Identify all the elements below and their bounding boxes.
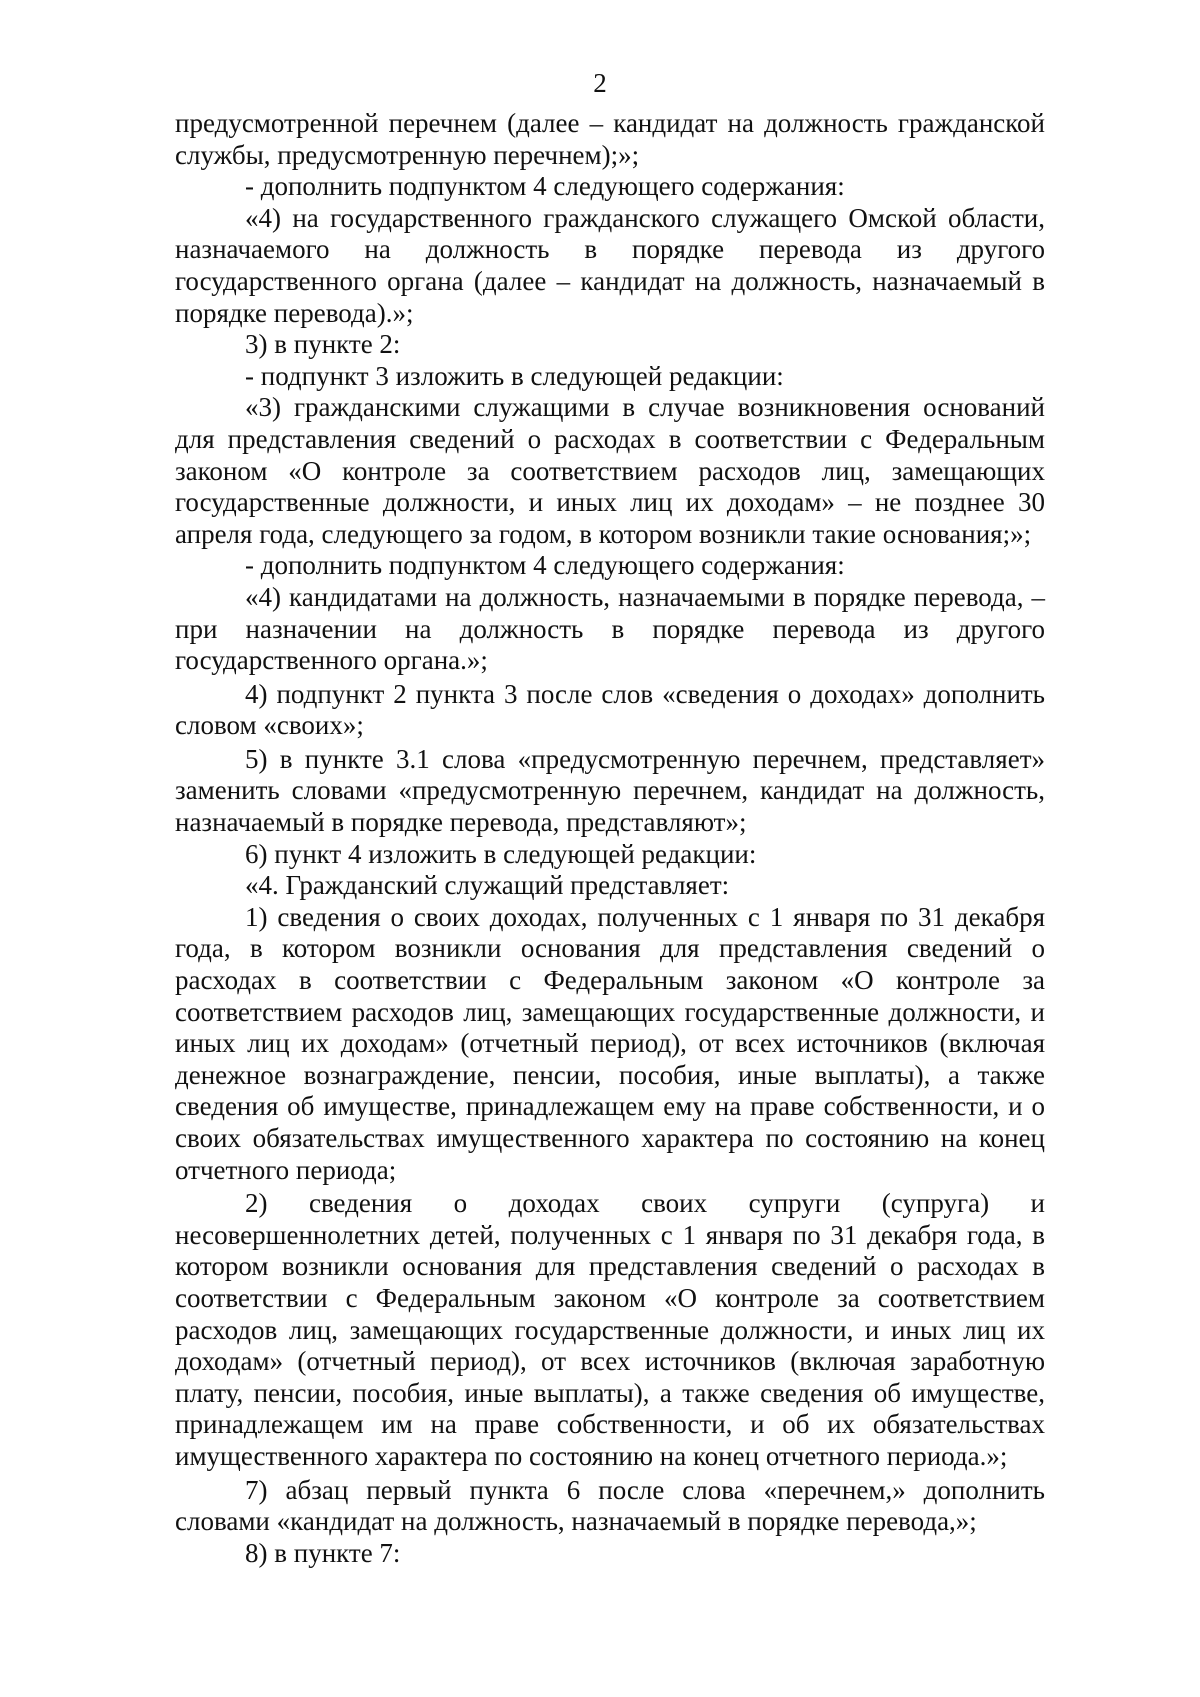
paragraph-subitem-4: «4) на государственного гражданского служащего Омской области, назначаемого на должность в порядке перевода из другого государственного органа (далее – кандидат на должность, назначаемый в порядке перевода).»; — [175, 202, 1045, 328]
paragraph-continuation: предусмотренной перечнем (далее – кандидат на должность гражданской службы, предусмотренную перечнем);»; — [175, 108, 1045, 170]
paragraph-item-3: 3) в пункте 2: — [245, 329, 401, 360]
paragraph-subitem-4: «4) кандидатами на должность, назначаемыми в порядке перевода, – при назначении на должность в порядке перевода из другого государственного органа.»; — [175, 581, 1045, 676]
paragraph-item-8: 8) в пункте 7: — [245, 1537, 401, 1568]
paragraph-item-7: 7) абзац первый пункта 6 после слова «перечнем,» дополнить словами «кандидат на должность, назначаемый в порядке перевода,»; — [175, 1474, 1045, 1537]
paragraph-subitem-1: 1) сведения о своих доходах, полученных с 1 января по 31 декабря года, в котором возникли основания для представления сведений о расходах в соответствии с Федеральным законом «О контроле за соответствием расходов лиц, замещающих государственные должности, и иных лиц их доходам» (отчетный период), от всех источников (включая денежное вознаграждение, пенсии, пособия, иные выплаты), а также сведения об имуществе, принадлежащем ему на праве собственности, и о своих обязательствах имущественного характера по состоянию на конец отчетного периода; — [175, 901, 1045, 1185]
paragraph-subitem-3: «3) гражданскими служащими в случае возникновения оснований для представления сведений о расходах в соответствии с Федеральным законом «О контроле за соответствием расходов лиц, замещающих государственные должности, и иных лиц их доходам» – не позднее 30 апреля года, следующего за годом, в котором возникли такие основания;»; — [175, 392, 1045, 549]
paragraph-instruction: - дополнить подпунктом 4 следующего содержания: — [245, 171, 845, 202]
paragraph-instruction: - дополнить подпунктом 4 следующего содержания: — [245, 550, 845, 581]
page-number: 2 — [593, 68, 607, 98]
paragraph-item-5: 5) в пункте 3.1 слова «предусмотренную перечнем, представляет» заменить словами «предусмотренную перечнем, кандидат на должность, назначаемый в порядке перевода, представляют»; — [175, 743, 1045, 838]
paragraph-point-4: «4. Гражданский служащий представляет: — [245, 870, 730, 901]
paragraph-item-4: 4) подпункт 2 пункта 3 после слов «сведения о доходах» дополнить словом «своих»; — [175, 678, 1045, 741]
paragraph-instruction: - подпункт 3 изложить в следующей редакции: — [245, 360, 784, 391]
paragraph-subitem-2: 2) сведения о доходах своих супруги (супруга) и несовершеннолетних детей, полученных с 1 января по 31 декабря года, в котором возникли основания для представления сведений о расходах в соответствии с Федеральным законом «О контроле за соответствием расходов лиц, замещающих государственные должности, и иных лиц их доходам» (отчетный период), от всех источников (включая заработную плату, пенсии, пособия, иные выплаты), а также сведения об имуществе, принадлежащем им на праве собственности, и об их обязательствах имущественного характера по состоянию на конец отчетного периода.»; — [175, 1188, 1045, 1471]
paragraph-item-6: 6) пункт 4 изложить в следующей редакции: — [245, 838, 757, 869]
document-body — [175, 108, 1045, 1569]
